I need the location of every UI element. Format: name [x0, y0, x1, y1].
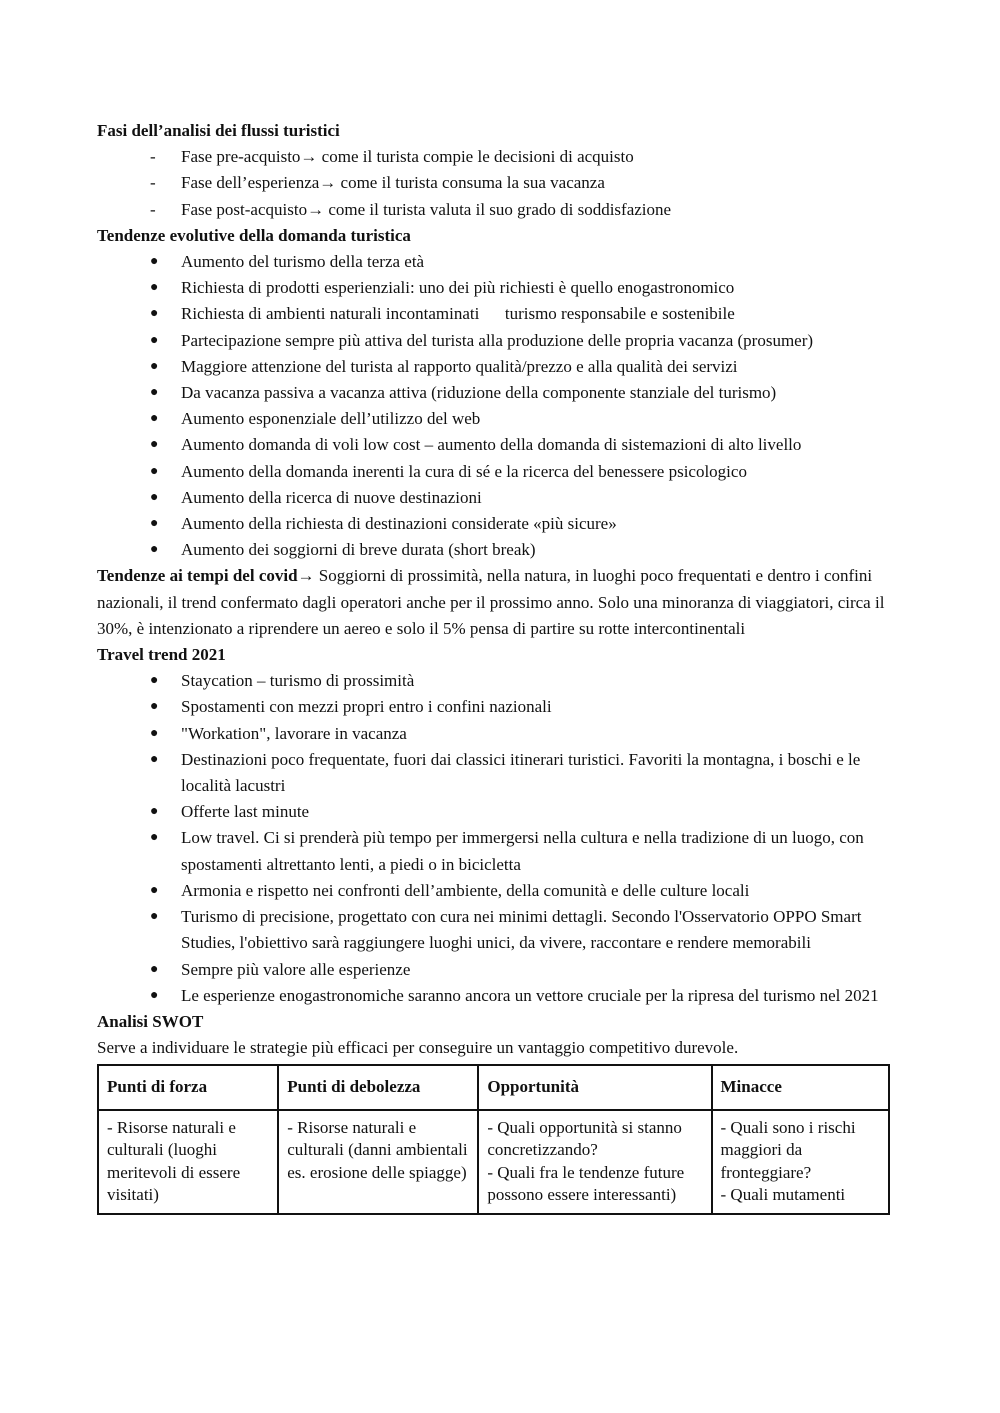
list-item: ● Richiesta di prodotti esperienziali: uno dei più richiesti è quello enogastronomico [97, 275, 903, 301]
cell-line: - Risorse naturali e culturali (luoghi meritevoli di essere visitati) [107, 1117, 241, 1205]
bullet-list-travel-trend [97, 668, 903, 1009]
cell-line: - Quali mutamenti [720, 1185, 846, 1205]
list-item: ● Partecipazione sempre più attiva del turista alla produzione delle propria vacanza (prosumer) [97, 328, 903, 354]
section-heading-tendenze: Tendenze evolutive della domanda turistica [97, 225, 411, 245]
list-item: ● Le esperienze enogastronomiche saranno ancora un vettore cruciale per la ripresa del turismo nel 2021 [97, 983, 903, 1009]
list-item: ● Aumento della domanda inerenti la cura di sé e la ricerca del benessere psicologico [97, 459, 903, 485]
dash-list-fasi [97, 144, 903, 223]
table-row [98, 1110, 889, 1214]
table-cell [98, 1110, 278, 1214]
cell-line: - Quali sono i rischi maggiori da fronteggiare? [720, 1117, 856, 1182]
list-item: ● Offerte last minute [97, 799, 903, 825]
paragraph-covid [97, 563, 903, 642]
table-cell [478, 1110, 711, 1214]
swot-table [97, 1064, 890, 1214]
list-item: ● Armonia e rispetto nei confronti dell’ambiente, della comunità e delle culture locali [97, 878, 903, 904]
document-page [97, 118, 903, 1215]
table-header-cell: Punti di forza [98, 1065, 278, 1109]
list-item: ● Turismo di precisione, progettato con cura nei minimi dettagli. Secondo l'Osservatorio OPPO Smart Studies, l'obiettivo sarà raggiungere luoghi unici, da vivere, raccontare e rendere memorabili [97, 904, 903, 956]
bullet-list-tendenze [97, 249, 903, 563]
list-item: ● Spostamenti con mezzi propri entro i confini nazionali [97, 694, 903, 720]
table-header-cell: Opportunità [478, 1065, 711, 1109]
section-heading-swot: Analisi SWOT [97, 1011, 204, 1031]
table-header-row [98, 1065, 889, 1109]
list-item: - Fase dell’esperienza→ come il turista consuma la sua vacanza [97, 170, 903, 196]
list-item: ● Aumento dei soggiorni di breve durata (short break) [97, 537, 903, 563]
table-header-cell: Punti di debolezza [278, 1065, 478, 1109]
table-cell [712, 1110, 889, 1214]
section-heading-covid: Tendenze ai tempi del covid [97, 566, 298, 586]
list-item: ● Aumento della richiesta di destinazioni considerate «più sicure» [97, 511, 903, 537]
list-item: ● Destinazioni poco frequentate, fuori dai classici itinerari turistici. Favoriti la montagna, i boschi e le località lacustri [97, 747, 903, 799]
list-item: - Fase post-acquisto→ come il turista valuta il suo grado di soddisfazione [97, 197, 903, 223]
section-heading-travel-trend: Travel trend 2021 [97, 645, 226, 665]
cell-line: - Quali fra le tendenze future possono essere interessanti) [487, 1162, 685, 1205]
list-item: ● Aumento del turismo della terza età [97, 249, 903, 275]
cell-line: - Quali opportunità si stanno concretizzando? [487, 1117, 682, 1160]
list-item: ● Low travel. Ci si prenderà più tempo per immergersi nella cultura e nella tradizione di un luogo, con spostamenti altrettanto lenti, a piedi o in bicicletta [97, 825, 903, 877]
table-header-cell: Minacce [712, 1065, 889, 1109]
list-item: ● Aumento domanda di voli low cost – aumento della domanda di sistemazioni di alto livello [97, 432, 903, 458]
list-item: ● Maggiore attenzione del turista al rapporto qualità/prezzo e alla qualità dei servizi [97, 354, 903, 380]
list-item: ● Aumento esponenziale dell’utilizzo del web [97, 406, 903, 432]
list-item: ● Da vacanza passiva a vacanza attiva (riduzione della componente stanziale del turismo) [97, 380, 903, 406]
list-item: ● Sempre più valore alle esperienze [97, 957, 903, 983]
list-item: ● Richiesta di ambienti naturali incontaminati turismo responsabile e sostenibile [97, 301, 903, 327]
list-item: ● Aumento della ricerca di nuove destinazioni [97, 485, 903, 511]
paragraph-covid-text: → Soggiorni di prossimità, nella natura, in luoghi poco frequentati e dentro i confini nazionali, il trend confermato dagli operatori anche per il prossimo anno. Solo una minoranza di viaggiatori, circa il 30%, è intenzionato a riprendere un aereo e solo il 5% pensa di partire su rotte intercontinentali [97, 566, 885, 638]
list-item: - Fase pre-acquisto→ come il turista compie le decisioni di acquisto [97, 144, 903, 170]
table-cell [278, 1110, 478, 1214]
section-heading-flussi: Fasi dell’analisi dei flussi turistici [97, 121, 340, 140]
paragraph-swot: Serve a individuare le strategie più efficaci per conseguire un vantaggio competitivo durevole. [97, 1038, 739, 1058]
cell-line: - Risorse naturali e culturali (danni ambientali es. erosione delle spiagge) [287, 1117, 468, 1182]
list-item: ● "Workation", lavorare in vacanza [97, 721, 903, 747]
list-item: ● Staycation – turismo di prossimità [97, 668, 903, 694]
